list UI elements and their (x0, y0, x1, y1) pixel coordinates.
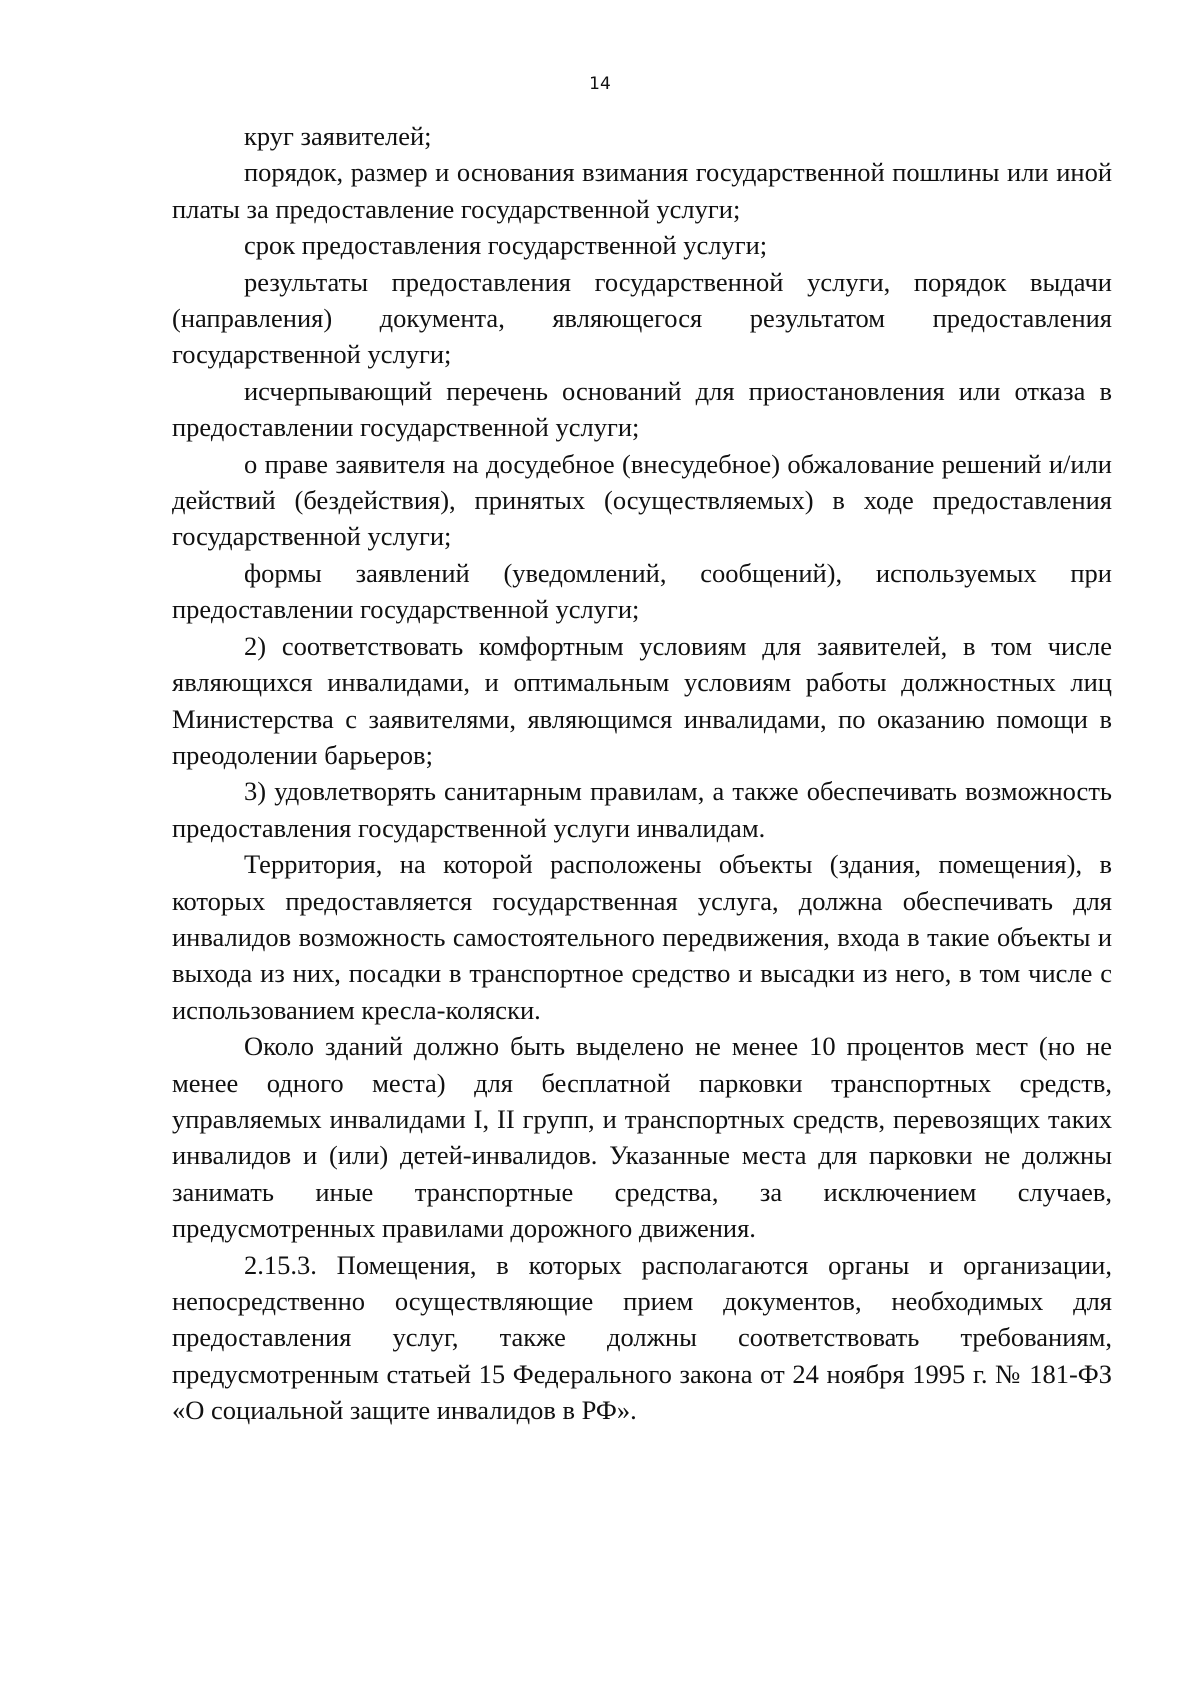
paragraph-appeal-right: о праве заявителя на досудебное (внесудебное) обжалование решений и/или действий (бездействия), принятых (осуществляемых) в ходе предоставления государственной услуги; (172, 448, 1112, 552)
paragraph-forms: формы заявлений (уведомлений, сообщений), используемых при предоставлении государственной услуги; (172, 557, 1112, 625)
paragraph-parking: Около зданий должно быть выделено не менее 10 процентов мест (но не менее одного места) для бесплатной парковки транспортных средств, управляемых инвалидами I, II групп, и транспортных средств, перевозящих таких инвалидов и (или) детей-инвалидов. Указанные места для парковки не должны занимать иные транспортные средства, за исключением случаев, предусмотренных правилами дорожного движения. (172, 1031, 1112, 1244)
paragraph-fee: порядок, размер и основания взимания государственной пошлины или иной платы за предоставление государственной услуги; (172, 157, 1112, 224)
paragraph-refusal-grounds: исчерпывающий перечень оснований для приостановления или отказа в предоставлении государственной услуги; (172, 375, 1112, 443)
paragraph-territory: Территория, на которой расположены объекты (здания, помещения), в которых предоставляется государственная услуга, должна обеспечивать для инвалидов возможность самостоятельного передвижения, входа в такие объекты и выхода из них, посадки в транспортное средство и высадки из него, в том числе с использованием кресла-коляски. (172, 849, 1112, 1025)
document-body (172, 118, 1112, 1429)
page-number: 14 (589, 74, 611, 94)
paragraph-2-15-3: 2.15.3. Помещения, в которых располагаются органы и организации, непосредственно осуществляющие прием документов, необходимых для предоставления услуг, также должны соответствовать требованиям, предусмотренным статьей 15 Федерального закона от 24 ноября 1995 г. № 181-ФЗ «О социальной защите инвалидов в РФ». (172, 1249, 1112, 1426)
paragraph-applicants: круг заявителей; (244, 121, 432, 151)
paragraph-item-2: 2) соответствовать комфортным условиям для заявителей, в том числе являющихся инвалидами, и оптимальным условиям работы должностных лиц Министерства с заявителями, являющимся инвалидами, по оказанию помощи в преодолении барьеров; (172, 630, 1112, 770)
paragraph-term: срок предоставления государственной услуги; (244, 230, 768, 261)
paragraph-item-3: 3) удовлетворять санитарным правилам, а также обеспечивать возможность предоставления государственной услуги инвалидам. (172, 776, 1112, 843)
paragraph-results: результаты предоставления государственной услуги, порядок выдачи (направления) документа, являющегося результатом предоставления государственной услуги; (172, 266, 1112, 370)
